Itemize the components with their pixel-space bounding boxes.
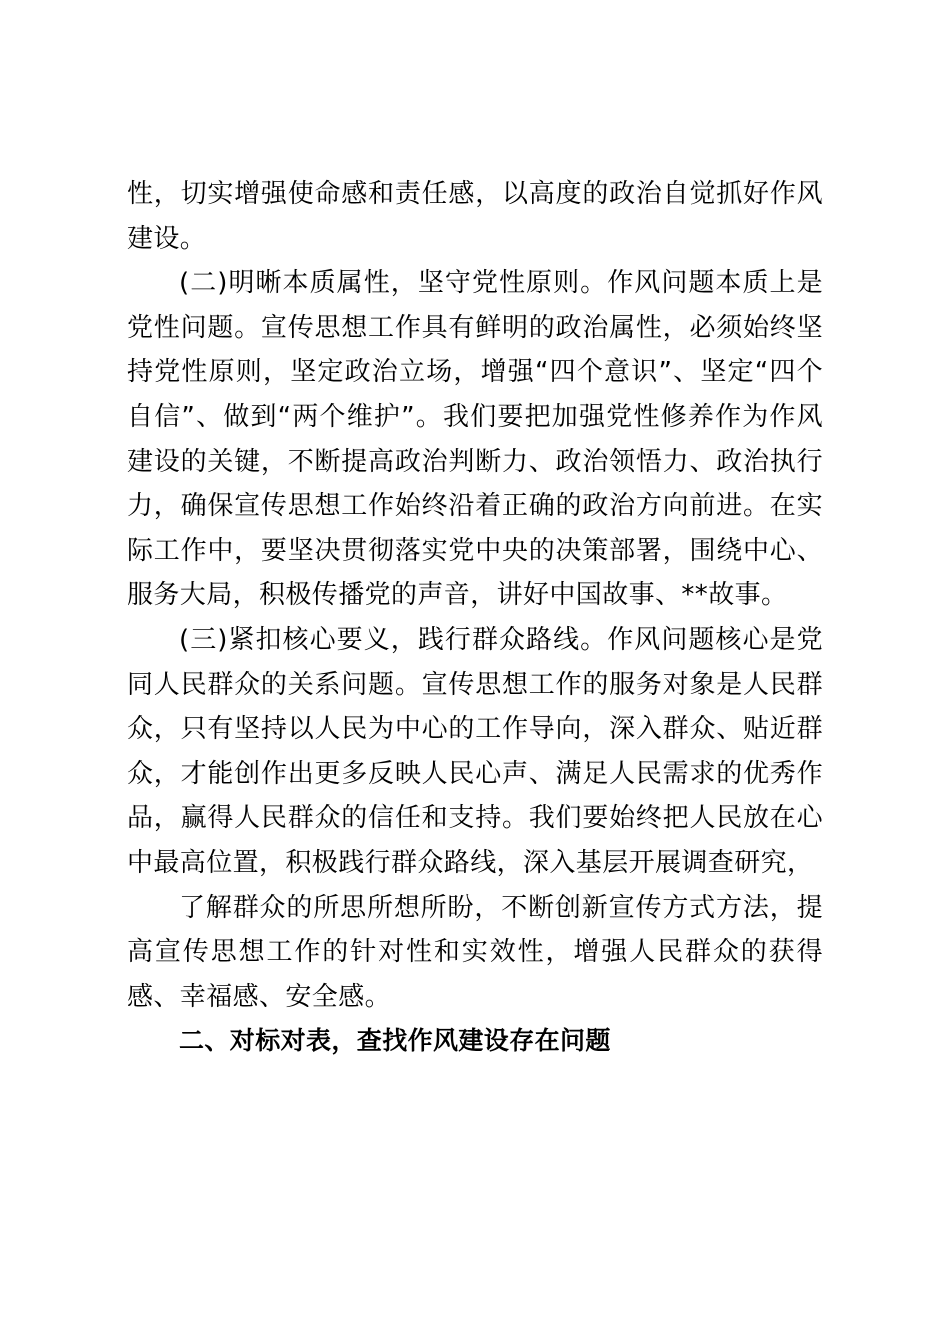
paragraph-mass-line: (三)紧扣核心要义，践行群众路线。作风问题核心是党同人民群众的关系问题。宣传思想工作的服务对象是人民群众，只有坚持以人民为中心的工作导向，深入群众、贴近群众，才能创作出更多反映人民心声、满足人民需求的优秀作品，赢得人民群众的信任和支持。我们要始终把人民放在心中最高位置，积极践行群众路线，深入基层开展调查研究， (127, 624, 823, 878)
section-heading: 二、对标对表，查找作风建设存在问题 (179, 1026, 611, 1056)
paragraph-mass-line-continued: 了解群众的所思所想所盼，不断创新宣传方式方法，提高宣传思想工作的针对性和实效性，增强人民群众的获得感、幸福感、安全感。 (127, 892, 823, 1012)
paragraph-continuation: 性，切实增强使命感和责任感，以高度的政治自觉抓好作风建设。 (127, 179, 823, 254)
document-body (127, 172, 823, 1064)
paragraph-party-principle: (二)明晰本质属性，坚守党性原则。作风问题本质上是党性问题。宣传思想工作具有鲜明的政治属性，必须始终坚持党性原则，坚定政治立场，增强“四个意识”、坚定“四个自信”、做到“两个维护”。我们要把加强党性修养作为作风建设的关键，不断提高政治判断力、政治领悟力、政治执行力，确保宣传思想工作始终沿着正确的政治方向前进。在实际工作中，要坚决贯彻落实党中央的决策部署，围绕中心、服务大局，积极传播党的声音，讲好中国故事、**故事。 (127, 268, 823, 611)
